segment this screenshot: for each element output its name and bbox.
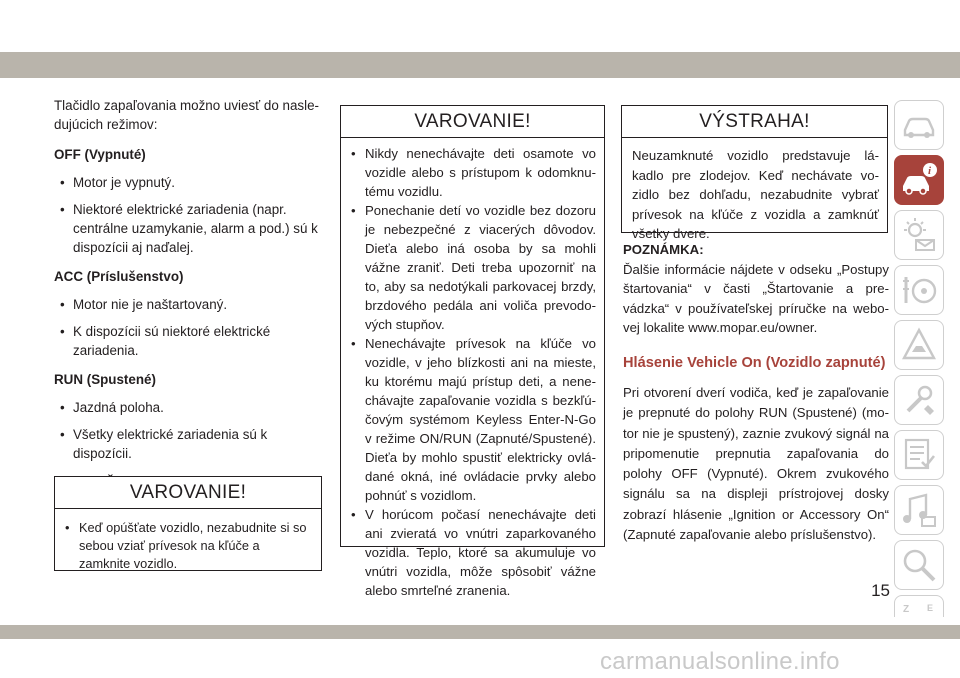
intro-text: Tlačidlo zapaľovania možno uviesť do nasle-dujúcich režimov: bbox=[54, 98, 319, 132]
mode-run-list bbox=[54, 398, 322, 463]
caution-box bbox=[621, 105, 888, 241]
warning-title: VAROVANIE! bbox=[341, 106, 604, 138]
list-item: • Motor nie je naštartovaný. bbox=[54, 295, 322, 314]
car-info-icon[interactable] bbox=[894, 155, 944, 205]
header-bar bbox=[0, 52, 960, 78]
index-letter: E bbox=[927, 603, 934, 613]
list-item: • Motor je vypnutý. bbox=[54, 173, 322, 192]
column-right bbox=[623, 240, 889, 545]
index-letter: Z bbox=[903, 604, 910, 615]
checklist-icon[interactable] bbox=[894, 430, 944, 480]
top-band bbox=[0, 0, 960, 93]
multimedia-icon[interactable] bbox=[894, 485, 944, 535]
warning-lights-icon[interactable] bbox=[894, 210, 944, 260]
warning-box-small bbox=[54, 476, 322, 571]
list-item: • K dispozícii sú niektoré elektrické zariadenia. bbox=[54, 322, 322, 360]
column-left bbox=[54, 96, 322, 530]
mode-off-list bbox=[54, 173, 322, 257]
warning-body bbox=[55, 509, 321, 579]
warning-body bbox=[341, 138, 604, 606]
list-item: • Nikdy nenechávajte deti osamote vo vozidle alebo s prístupom k odomknu-tému vozidlu. bbox=[351, 144, 596, 201]
list-item: • Niektoré elektrické zariadenia (napr. centrálne uzamykanie, alarm a pod.) sú k dispozícii aj naďalej. bbox=[54, 200, 322, 257]
list-item: • V horúcom počasí nenechávajte deti ani zvieratá vo vnútri zaparkovaného vozidla. Teplo, ktoré sa akumuluje vo vnútri vozidla, môže spôsobiť vážne alebo smrteľné zranenia. bbox=[351, 505, 596, 600]
mode-off-title: OFF (Vypnuté) bbox=[54, 147, 146, 162]
svg-text:i: i bbox=[928, 165, 932, 177]
page-number: 15 bbox=[871, 581, 890, 600]
caution-body: Neuzamknuté vozidlo predstavuje lá-kadlo pre zlodejov. Keď nechávate vo-zidlo bez dohľadu, nezabudnite vybrať prívesok na kľúče z vozidla a zamknúť všetky dvere. bbox=[632, 148, 879, 241]
note-text: Ďalšie informácie nájdete v odseku „Postupy štartovania“ v časti „Štartovanie a pre-vádzka“ v používateľskej príručke na webo-vej lokalite www.mopar.eu/owner. bbox=[623, 261, 889, 335]
warning-title: VAROVANIE! bbox=[55, 477, 321, 509]
watermark: carmanualsonline.info bbox=[600, 648, 840, 675]
warning-triangle-icon[interactable] bbox=[894, 320, 944, 370]
section-heading: Hlásenie Vehicle On (Vozidlo zapnuté) bbox=[623, 354, 886, 371]
warning-box-large bbox=[340, 105, 605, 598]
chapter-sidebar bbox=[894, 100, 946, 650]
mode-acc-list bbox=[54, 295, 322, 360]
list-item: • Nenechávajte prívesok na kľúče vo vozidle, v jeho blízkosti ani na mieste, ku ktorému majú prístup deti, a nene-chávajte zapaľovanie vozidla s bezkľú-čovým systémom Keyless Enter-N-Go v režime ON/RUN (Zapnuté/Spustené). Dieťa by mohlo spustiť elektricky ovlá-dané okná, iné ovládacie prvky alebo pohnúť s vozidlom. bbox=[351, 334, 596, 505]
caution-title: VÝSTRAHA! bbox=[622, 106, 887, 138]
steering-driving-icon[interactable] bbox=[894, 265, 944, 315]
tools-service-icon[interactable] bbox=[894, 375, 944, 425]
mode-acc-title: ACC (Príslušenstvo) bbox=[54, 269, 184, 284]
list-item: • Všetky elektrické zariadenia sú k dispozícii. bbox=[54, 425, 322, 463]
note-title: POZNÁMKA: bbox=[623, 242, 704, 257]
footer-bar bbox=[0, 625, 960, 639]
section-text: Pri otvorení dverí vodiča, keď je zapaľovanie je prepnuté do polohy RUN (Spustené) (mo-tor nie je spustený), zaznie zvukový signál na pripomenutie prepnutia zapaľovania do polohy OFF (Vypnuté). Okrem zvukového signálu sa na displeji prístrojovej dosky zobrazí hlásenie „Ignition or Accessory On“ (Zapnuté zapaľovanie alebo príslušenstvo). bbox=[623, 385, 889, 543]
mode-run-title: RUN (Spustené) bbox=[54, 372, 156, 387]
list-item: • Keď opúšťate vozidlo, nezabudnite si so sebou vziať prívesok na kľúče a zamknite vozidlo. bbox=[65, 519, 313, 573]
list-item: • Jazdná poloha. bbox=[54, 398, 322, 417]
list-item: • Ponechanie detí vo vozidle bez dozoru je nebezpečné z viacerých dôvodov. Dieťa alebo iná osoba by sa mohli vážne zraniť. Deti treba upozorniť na to, aby sa nedotýkali parkovacej brzdy, brzdového pedála ani voliča prevodo-vých stupňov. bbox=[351, 201, 596, 334]
car-vehicle-icon[interactable] bbox=[894, 100, 944, 150]
search-icon[interactable] bbox=[894, 540, 944, 590]
